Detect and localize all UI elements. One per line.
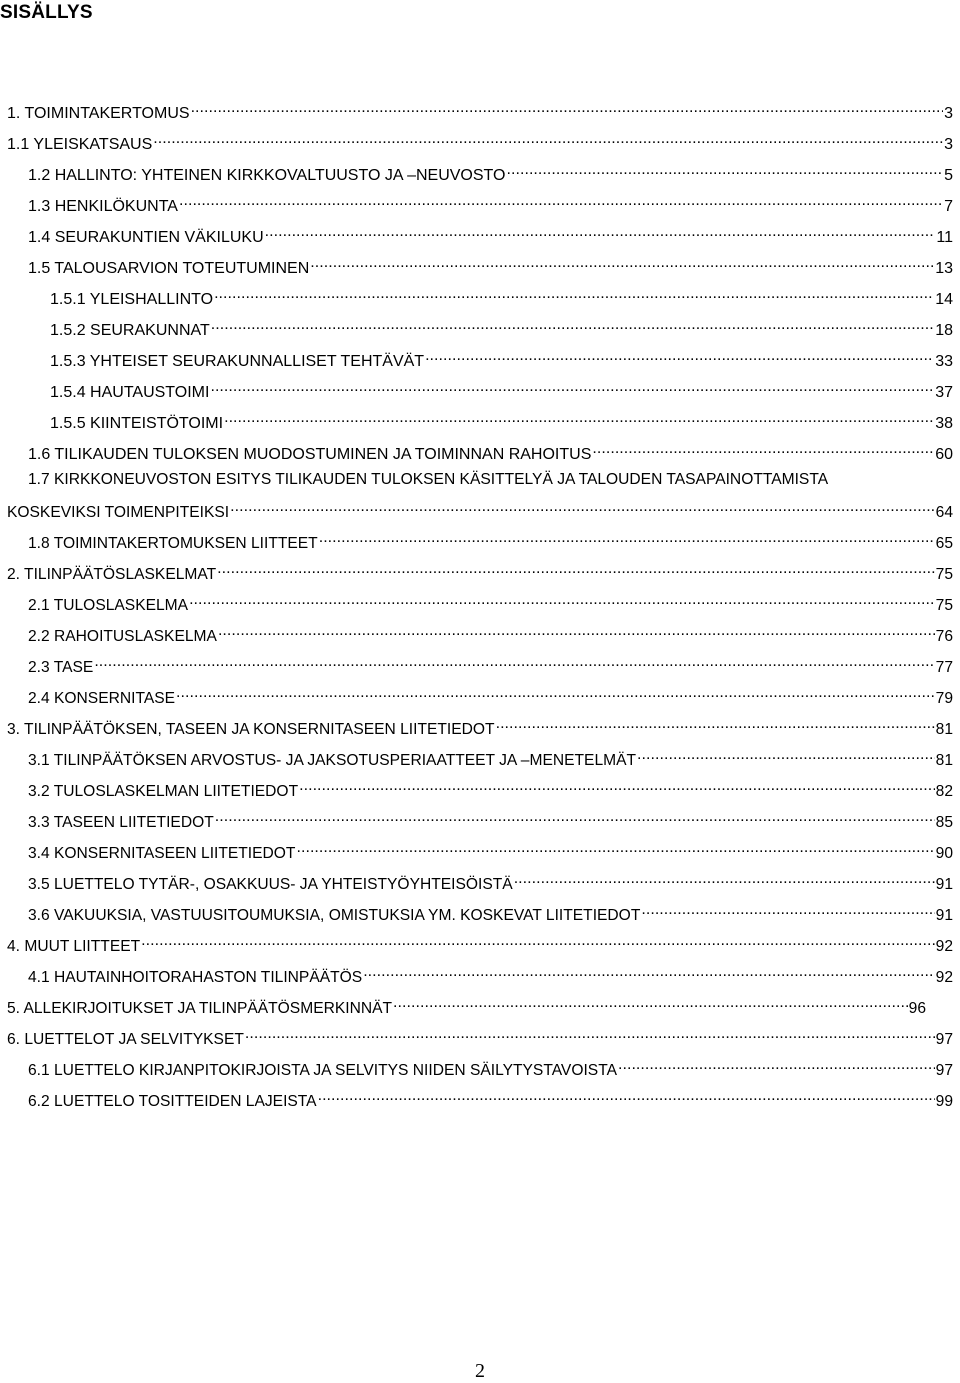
toc-entry[interactable]: 3.6 VAKUUKSIA, VASTUUSITOUMUKSIA, OMISTUKSIA YM. KOSKEVAT LIITETIEDOT . . . 91 xyxy=(28,900,953,926)
toc-entry[interactable]: 1.5.3 YHTEISET SEURAKUNNALLISET TEHTÄVÄT . . . 33 xyxy=(50,346,953,372)
toc-entry[interactable]: 1.1 YLEISKATSAUS . . . 3 xyxy=(7,129,953,155)
toc-entry[interactable]: 2.1 TULOSLASKELMA . . . 75 xyxy=(28,590,953,616)
toc-entry[interactable]: 1.5.2 SEURAKUNNAT . . . 18 xyxy=(50,315,953,341)
toc-entry[interactable]: 3.5 LUETTELO TYTÄR-, OSAKKUUS- JA YHTEISTYÖYHTEISÖISTÄ . . . 91 xyxy=(28,869,953,895)
toc-entry[interactable]: 1.3 HENKILÖKUNTA . . . 7 xyxy=(28,191,953,217)
toc-entry[interactable]: 3.4 KONSERNITASEEN LIITETIEDOT . . . 90 xyxy=(28,838,953,864)
toc-entry[interactable]: 4. MUUT LIITTEET . . . 92 xyxy=(7,931,953,957)
toc-entry[interactable]: 1.4 SEURAKUNTIEN VÄKILUKU . . . 11 xyxy=(28,222,953,248)
page-title: SISÄLLYS xyxy=(0,2,93,23)
toc-entry[interactable]: 3.2 TULOSLASKELMAN LIITETIEDOT . . . 82 xyxy=(28,776,953,802)
toc-entry[interactable]: 1.5.5 KIINTEISTÖTOIMI . . . 38 xyxy=(50,408,953,434)
toc-entry[interactable]: 3.1 TILINPÄÄTÖKSEN ARVOSTUS- JA JAKSOTUSPERIAATTEET JA –MENETELMÄT . . . 81 xyxy=(28,745,953,771)
toc-entry[interactable]: 1. TOIMINTAKERTOMUS . . . 3 xyxy=(7,98,953,124)
toc-entry[interactable]: 1.2 HALLINTO: YHTEINEN KIRKKOVALTUUSTO JA –NEUVOSTO . . . 5 xyxy=(28,160,953,186)
toc-entry[interactable]: KOSKEVIKSI TOIMENPITEIKSI . . . 64 xyxy=(7,497,953,523)
toc-entry[interactable]: 1.8 TOIMINTAKERTOMUKSEN LIITTEET . . . 65 xyxy=(28,528,953,554)
toc-entry[interactable]: 3. TILINPÄÄTÖKSEN, TASEEN JA KONSERNITASEEN LIITETIEDOT . . . 81 xyxy=(7,714,953,740)
toc-entry[interactable]: 2. TILINPÄÄTÖSLASKELMAT . . . 75 xyxy=(7,559,953,585)
toc-entry[interactable]: 2.4 KONSERNITASE . . . 79 xyxy=(28,683,953,709)
toc-entry[interactable]: 6.1 LUETTELO KIRJANPITOKIRJOISTA JA SELVITYS NIIDEN SÄILYTYSTAVOISTA . . . 97 xyxy=(28,1055,953,1081)
toc-entry[interactable]: 6. LUETTELOT JA SELVITYKSET . . . 97 xyxy=(7,1024,953,1050)
toc-entry[interactable]: 2.2 RAHOITUSLASKELMA . . . 76 xyxy=(28,621,953,647)
toc-entry[interactable]: 2.3 TASE . . . 77 xyxy=(28,652,953,678)
toc-entry[interactable]: 6.2 LUETTELO TOSITTEIDEN LAJEISTA . . . 99 xyxy=(28,1086,953,1112)
toc-entry[interactable]: 1.6 TILIKAUDEN TULOKSEN MUODOSTUMINEN JA TOIMINNAN RAHOITUS . . . 60 xyxy=(28,439,953,465)
toc-entry[interactable]: 4.1 HAUTAINHOITORAHASTON TILINPÄÄTÖS . . . 92 xyxy=(28,962,953,988)
toc-entry-line[interactable]: 1.7 KIRKKONEUVOSTON ESITYS TILIKAUDEN TULOKSEN KÄSITTELYÄ JA TALOUDEN TASAPAINOTTAMISTA xyxy=(28,471,829,488)
toc-entry[interactable]: 3.3 TASEEN LIITETIEDOT . . . 85 xyxy=(28,807,953,833)
toc-entry[interactable]: 1.5.1 YLEISHALLINTO . . . 14 xyxy=(50,284,953,310)
page-number: 2 xyxy=(475,1360,485,1382)
toc-entry[interactable]: 1.5 TALOUSARVION TOTEUTUMINEN . . . 13 xyxy=(28,253,953,279)
toc-entry[interactable]: 5. ALLEKIRJOITUKSET JA TILINPÄÄTÖSMERKINNÄT . . . 96 xyxy=(7,993,926,1019)
toc-entry[interactable]: 1.5.4 HAUTAUSTOIMI . . . 37 xyxy=(50,377,953,403)
